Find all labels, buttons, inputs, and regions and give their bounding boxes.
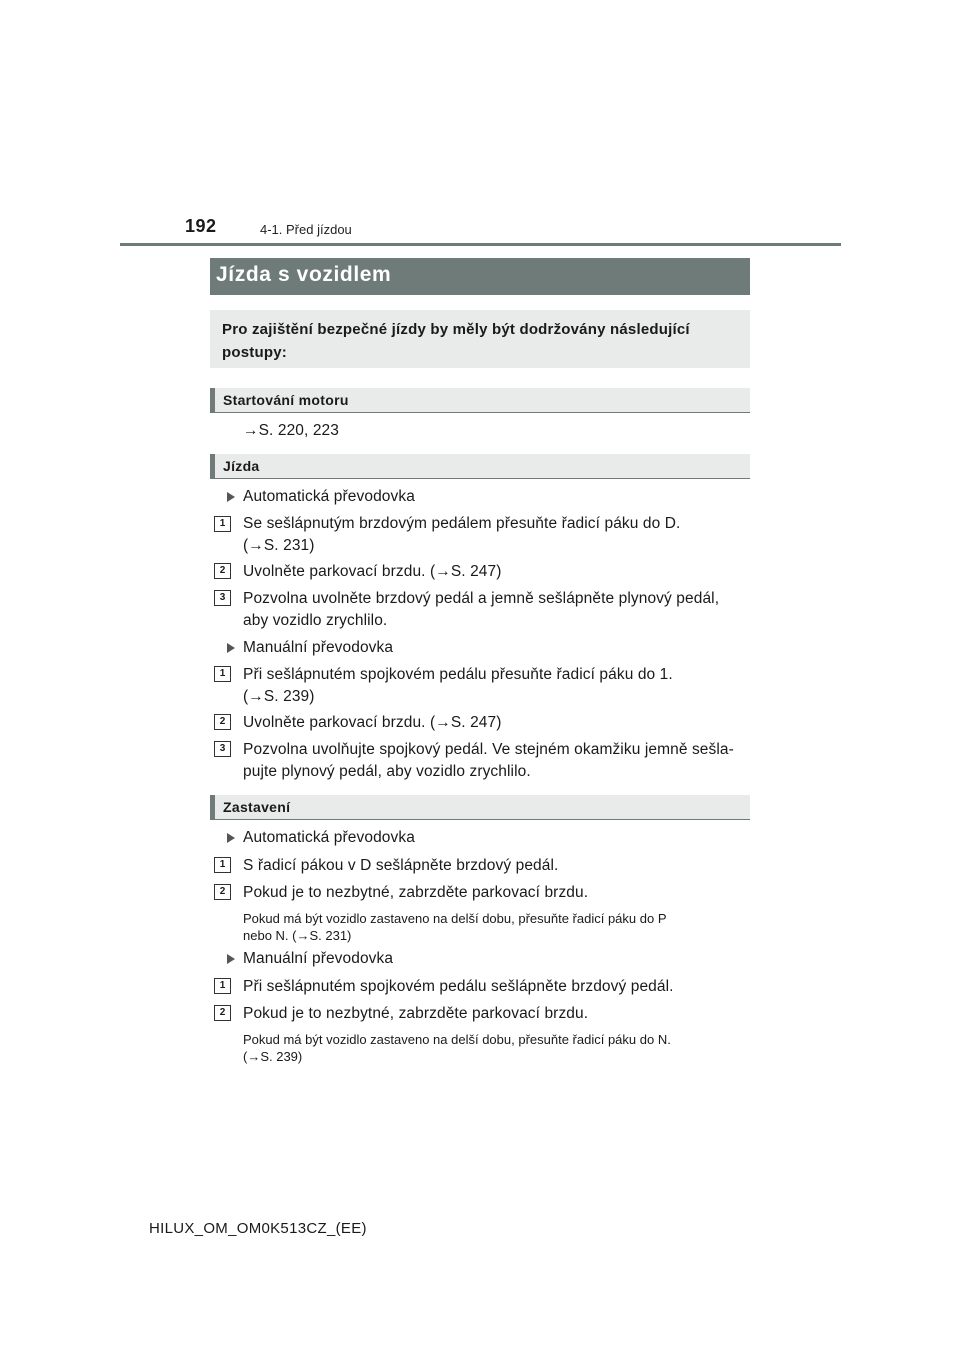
drive-manual-step-1: [243, 664, 753, 708]
document-code-footer: HILUX_OM_OM0K513CZ_(EE): [149, 1220, 367, 1237]
step-text: Pokud je to nezbytné, zabrzděte parkovací brzdu.: [243, 884, 589, 901]
stop-auto-step-2: [243, 882, 753, 904]
page-number: 192: [185, 216, 217, 236]
triangle-bullet-icon: [227, 643, 235, 653]
drive-manual-step-2: [243, 712, 753, 734]
start-reference-link[interactable]: →S. 220, 223: [243, 422, 339, 439]
triangle-bullet-icon: [227, 492, 235, 502]
step-text: Pokud je to nezbytné, zabrzděte parkovací brzdu.: [243, 1005, 589, 1022]
section-heading-label: Zastavení: [223, 799, 291, 815]
section-heading-start: [210, 388, 750, 413]
step-number-badge: 1: [214, 857, 231, 873]
step-text: Uvolněte parkovací brzdu. (→S. 247): [243, 714, 502, 731]
step-number-badge: 2: [214, 714, 231, 730]
stop-auto-step-1: [243, 855, 753, 877]
intro-box: [210, 310, 750, 368]
note-text: (→S. 239): [243, 1049, 303, 1064]
step-number-badge: 1: [214, 516, 231, 532]
step-text: Se sešlápnutým brzdovým pedálem přesuňte řadicí páku do D.: [243, 515, 681, 532]
step-number-badge: 3: [214, 741, 231, 757]
page-title: Jízda s vozidlem: [216, 263, 392, 286]
note-text: Pokud má být vozidlo zastaveno na delší dobu, přesuňte řadicí páku do P: [243, 911, 667, 926]
step-number-badge: 1: [214, 978, 231, 994]
header-divider: [120, 243, 841, 246]
section-heading-stop: [210, 795, 750, 820]
stop-manual-label: Manuální převodovka: [243, 950, 394, 967]
stop-auto-note: [243, 910, 753, 944]
step-number-badge: 2: [214, 884, 231, 900]
intro-text: Pro zajištění bezpečné jízdy by měly být dodržovány následující postupy:: [222, 321, 690, 361]
section-heading-label: Startování motoru: [223, 392, 349, 408]
drive-auto-label: Automatická převodovka: [243, 488, 415, 505]
drive-auto-step-1: [243, 513, 753, 557]
drive-auto-step-3: [243, 588, 753, 632]
step-number-badge: 2: [214, 563, 231, 579]
stop-manual-note: [243, 1031, 753, 1065]
step-text: Uvolněte parkovací brzdu. (→S. 247): [243, 563, 502, 580]
page-title-bar: [210, 258, 750, 295]
step-number-badge: 2: [214, 1005, 231, 1021]
note-text: nebo N. (→S. 231): [243, 928, 352, 943]
section-heading-drive: [210, 454, 750, 479]
breadcrumb: 4-1. Před jízdou: [260, 222, 352, 237]
step-text: Pozvolna uvolňujte spojkový pedál. Ve stejném okamžiku jemně sešla-: [243, 741, 734, 758]
drive-manual-step-3: [243, 739, 753, 783]
step-text: pujte plynový pedál, aby vozidlo zrychlilo.: [243, 763, 531, 780]
step-text: aby vozidlo zrychlilo.: [243, 612, 388, 629]
stop-auto-label: Automatická převodovka: [243, 829, 415, 846]
stop-manual-step-1: [243, 976, 753, 998]
step-number-badge: 1: [214, 666, 231, 682]
step-text: Při sešlápnutém spojkovém pedálu přesuňte řadicí páku do 1.: [243, 666, 673, 683]
step-text: Pozvolna uvolněte brzdový pedál a jemně sešlápněte plynový pedál,: [243, 590, 720, 607]
step-number-badge: 3: [214, 590, 231, 606]
stop-manual-step-2: [243, 1003, 753, 1025]
section-heading-label: Jízda: [223, 458, 260, 474]
note-text: Pokud má být vozidlo zastaveno na delší dobu, přesuňte řadicí páku do N.: [243, 1032, 671, 1047]
step-text: Při sešlápnutém spojkovém pedálu sešlápněte brzdový pedál.: [243, 978, 674, 995]
step-text: (→S. 231): [243, 537, 315, 554]
drive-auto-step-2: [243, 561, 753, 583]
triangle-bullet-icon: [227, 833, 235, 843]
step-text: (→S. 239): [243, 688, 315, 705]
step-text: S řadicí pákou v D sešlápněte brzdový pedál.: [243, 857, 559, 874]
triangle-bullet-icon: [227, 954, 235, 964]
drive-manual-label: Manuální převodovka: [243, 639, 394, 656]
